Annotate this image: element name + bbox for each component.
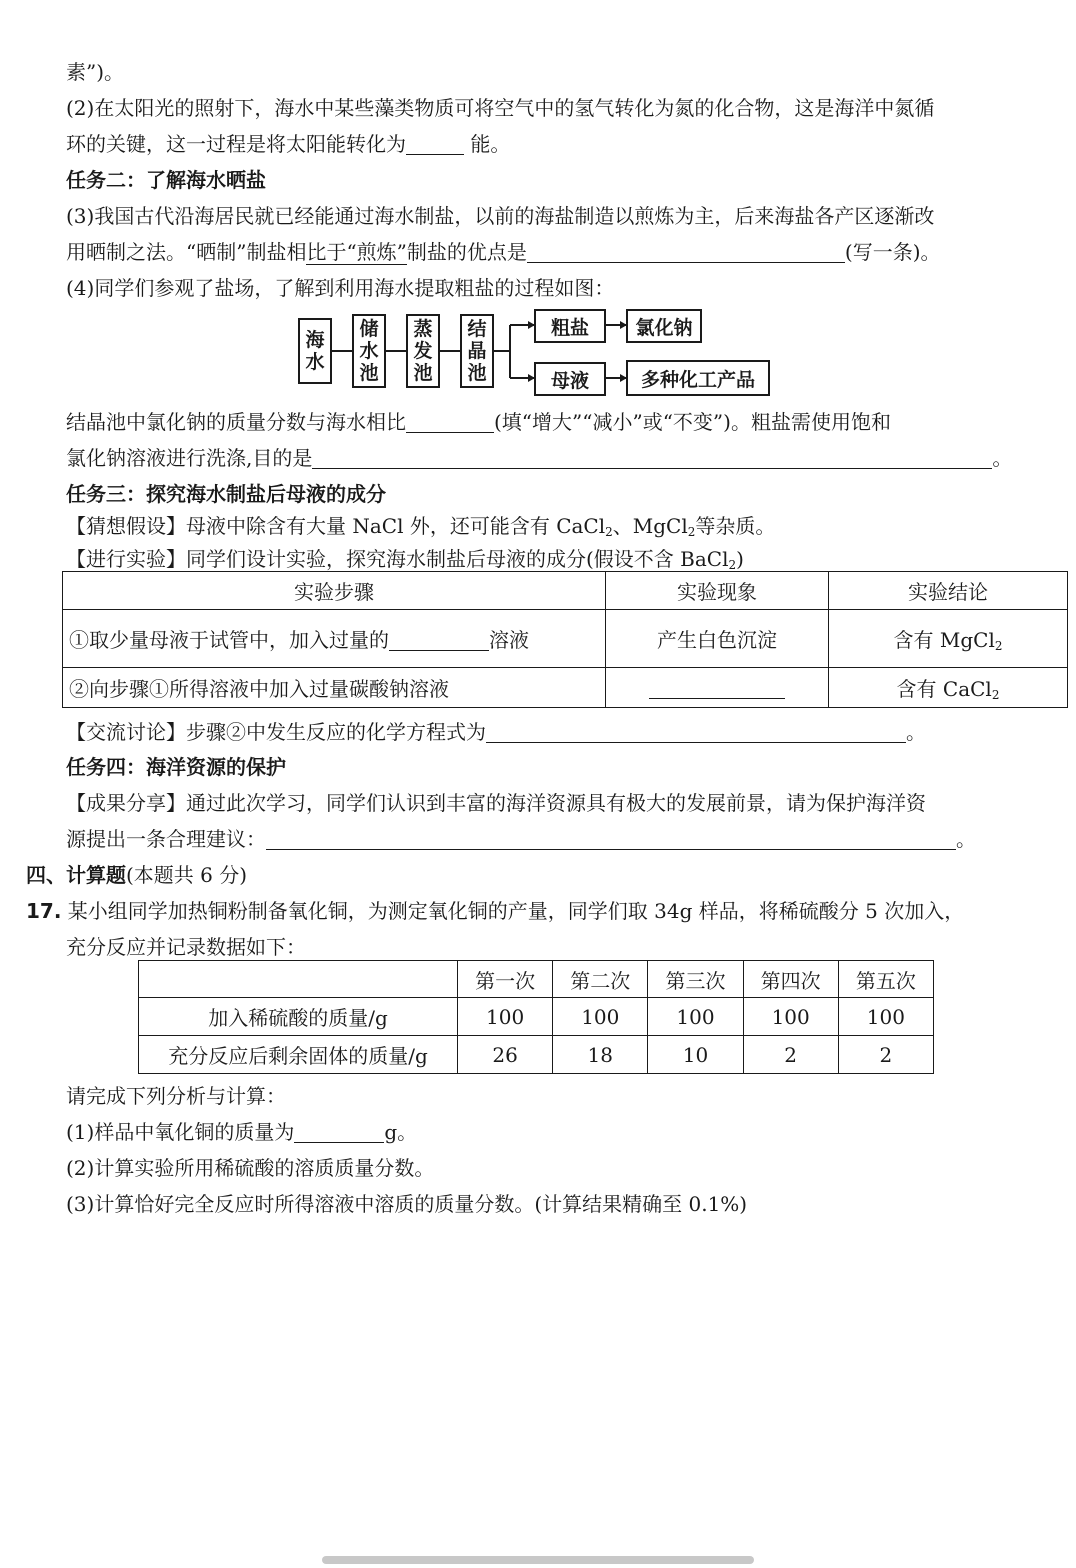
table-header-row (139, 961, 934, 998)
table-row-label: 加入稀硫酸的质量/g (139, 998, 458, 1036)
flow-node-evaporation-pond: 蒸发池 (406, 314, 440, 388)
text-line: 素”)。 (66, 60, 125, 84)
table-header: 实验现象 (606, 572, 829, 610)
question-2-text-cont: 环的关键，这一过程是将太阳能转化为 能。 (66, 132, 511, 156)
table-cell: 10 (648, 1036, 743, 1074)
table-cell: ①取少量母液于试管中，加入过量的 溶液 (63, 610, 606, 668)
flow-node-sodium-chloride: 氯化钠 (626, 309, 702, 343)
experiment-text: 【进行实验】同学们设计实验，探究海水制盐后母液的成分(假设不含 BaCl$_2$) (66, 547, 744, 572)
table-cell: 2 (838, 1036, 933, 1074)
answer-blank[interactable] (389, 628, 489, 651)
table-row (63, 668, 1068, 708)
salt-process-diagram (0, 0, 1076, 420)
table-cell: 100 (743, 998, 838, 1036)
flow-node-seawater: 海水 (298, 318, 332, 384)
table-header: 第四次 (743, 961, 838, 998)
task-3-heading: 任务三：探究海水制盐后母液的成分 (66, 482, 386, 506)
table-cell: 26 (458, 1036, 553, 1074)
answer-blank[interactable] (486, 720, 906, 743)
table-cell: 100 (553, 998, 648, 1036)
table-header: 第一次 (458, 961, 553, 998)
table-cell: 含有 CaCl$_2$ (829, 668, 1068, 708)
table-header: 第五次 (838, 961, 933, 998)
table-cell: 产生白色沉淀 (606, 610, 829, 668)
flow-node-storage-pond: 储水池 (352, 314, 386, 388)
data-table (138, 960, 934, 1074)
question-17-text: 17. 某小组同学加热铜粉制备氧化铜，为测定氧化铜的产量，同学们取 34g 样品，将稀硫酸分 5 次加入， (26, 899, 965, 923)
section-4-heading: 四、计算题(本题共 6 分) (26, 863, 248, 887)
question-17-text-cont: 充分反应并记录数据如下： (66, 935, 306, 959)
answer-blank[interactable] (406, 410, 494, 433)
table-header: 实验结论 (829, 572, 1068, 610)
table-header (139, 961, 458, 998)
table-row-label: 充分反应后剩余固体的质量/g (139, 1036, 458, 1074)
table-header: 第二次 (553, 961, 648, 998)
question-4-text-cont: 氯化钠溶液进行洗涤,目的是 。 (66, 446, 1013, 470)
answer-blank[interactable] (312, 446, 992, 469)
instruction-text: 请完成下列分析与计算： (66, 1084, 286, 1108)
answer-blank[interactable] (294, 1120, 384, 1143)
hypothesis-text: 【猜想假设】母液中除含有大量 NaCl 外，还可能含有 CaCl$_2$、MgCl$_2$等杂质。 (66, 514, 776, 539)
flow-node-crude-salt: 粗盐 (534, 309, 606, 343)
question-3-text-cont: 用晒制之法。“晒制”制盐相比于“煎炼”制盐的优点是 (写一条)。 (66, 240, 941, 264)
answer-blank[interactable] (266, 827, 956, 850)
table-row (139, 1036, 934, 1074)
flow-node-chemical-products: 多种化工产品 (626, 360, 770, 396)
table-cell: 含有 MgCl$_2$ (829, 610, 1068, 668)
answer-blank[interactable] (649, 676, 785, 699)
table-cell: 100 (648, 998, 743, 1036)
share-text: 【成果分享】通过此次学习，同学们认识到丰富的海洋资源具有极大的发展前景，请为保护海洋资 (66, 791, 926, 815)
question-2-text: (2)在太阳光的照射下，海水中某些藻类物质可将空气中的氢气转化为氮的化合物，这是海洋中氮循 (66, 96, 935, 120)
table-cell: 100 (838, 998, 933, 1036)
table-cell: 18 (553, 1036, 648, 1074)
table-cell: 100 (458, 998, 553, 1036)
table-cell: 2 (743, 1036, 838, 1074)
experiment-table (62, 571, 1068, 708)
discussion-text: 【交流讨论】步骤②中发生反应的化学方程式为 。 (66, 720, 926, 744)
share-text-cont: 源提出一条合理建议： 。 (66, 827, 976, 851)
table-cell: ②向步骤①所得溶液中加入过量碳酸钠溶液 (63, 668, 606, 708)
table-header-row (63, 572, 1068, 610)
question-4-text-cont: 结晶池中氯化钠的质量分数与海水相比 (填“增大”“减小”或“不变”)。粗盐需使用饱和 (66, 410, 891, 434)
subquestion-3: (3)计算恰好完全反应时所得溶液中溶质的质量分数。(计算结果精确至 0.1%) (66, 1192, 748, 1216)
subquestion-1: (1)样品中氧化铜的质量为 g。 (66, 1120, 418, 1144)
table-cell (606, 668, 829, 708)
table-header: 实验步骤 (63, 572, 606, 610)
horizontal-scrollbar[interactable] (322, 1556, 754, 1564)
table-header: 第三次 (648, 961, 743, 998)
flow-node-crystallization-pond: 结晶池 (460, 314, 494, 388)
table-row (63, 610, 1068, 668)
table-row (139, 998, 934, 1036)
question-4-text: (4)同学们参观了盐场，了解到利用海水提取粗盐的过程如图： (66, 276, 615, 300)
flow-node-mother-liquor: 母液 (534, 362, 606, 396)
task-2-heading: 任务二：了解海水晒盐 (66, 168, 266, 192)
task-4-heading: 任务四：海洋资源的保护 (66, 755, 286, 779)
question-3-text: (3)我国古代沿海居民就已经能通过海水制盐，以前的海盐制造以煎炼为主，后来海盐各产区逐渐改 (66, 204, 935, 228)
subquestion-2: (2)计算实验所用稀硫酸的溶质质量分数。 (66, 1156, 435, 1180)
